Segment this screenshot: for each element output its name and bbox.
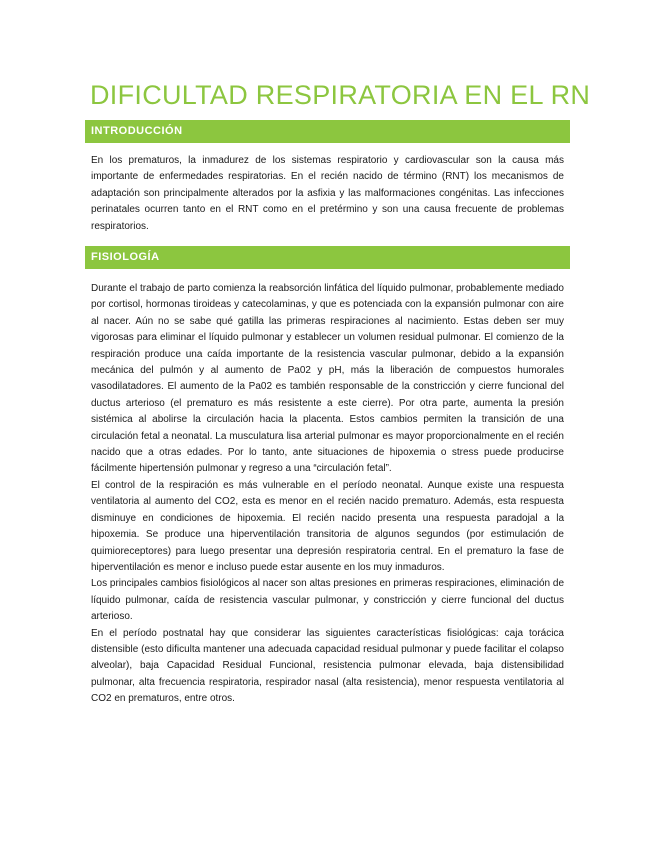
paragraph: En el período postnatal hay que considerar las siguientes características fisiológicas: caja torácica distensible (esto dificulta mantener una adecuada capacidad residual pulmonar y puede facilitar el colapso alveolar), baja Capacidad Residual Funcional, resistencia pulmonar elevada, baja distensibilidad pulmonar, alta frecuencia respiratoria, respirador nasal (alta resistencia), menor respuesta ventilatoria al CO2 en prematuros, entre otros. bbox=[91, 627, 564, 705]
section-body-fisiologia bbox=[91, 281, 564, 708]
paragraph: Durante el trabajo de parto comienza la reabsorción linfática del líquido pulmonar, probablemente mediado por cortisol, hormonas tiroideas y catecolaminas, y que es potenciada con la expansión pulmonar con aire al nacer. Aún no se sabe qué gatilla las primeras respiraciones al nacimiento. Estas deben ser muy vigorosas para eliminar el líquido pulmonar y establecer un volumen residual pulmonar. El comienzo de la respiración produce una caída importante de la resistencia vascular pulmonar, debido a la expansión mecánica del pulmón y al aumento de Pa02 y pH, más la liberación de compuestos humorales vasodilatadores. El aumento de la Pa02 es también responsable de la constricción y cierre funcional del ductus arterioso (el prematuro es más resistente a este cierre). Por otra parte, aumenta la presión sistémica al abolirse la circulación hacia la placenta. Estos cambios permiten la transición de una circulación fetal a neonatal. La musculatura lisa arterial pulmonar es mayor proporcionalmente en el recién nacido que a otras edades. Por lo tanto, ante situaciones de hipoxemia o stress puede producirse fácilmente hipertensión pulmonar y regreso a una “circulación fetal”. bbox=[91, 283, 564, 475]
section-heading-introduccion: INTRODUCCIÓN bbox=[85, 120, 570, 143]
paragraph: Los principales cambios fisiológicos al nacer son altas presiones en primeras respiraciones, eliminación de líquido pulmonar, caída de resistencia vascular pulmonar, y constricción y cierre funcional del ductus arterioso. bbox=[91, 578, 565, 623]
paragraph: En los prematuros, la inmadurez de los sistemas respiratorio y cardiovascular son la causa más importante de enfermedades respiratorias. En el recién nacido de término (RNT) los mecanismos de adaptación son principalmente alterados por la asfixia y las malformaciones congénitas. Las infecciones perinatales ocurren tanto en el RNT como en el pretérmino y son una causa frecuente de problemas respiratorios. bbox=[91, 155, 564, 232]
paragraph: El control de la respiración es más vulnerable en el período neonatal. Aunque existe una respuesta ventilatoria al aumento del CO2, esta es menor en el recién nacido prematuro. Además, esta respuesta disminuye en condiciones de hipoxemia. El recién nacido presenta una respuesta paradojal a la hipoxemia. Se produce una hiperventilación transitoria de algunos segundos (por estimulación de quimioreceptores) para luego presentar una depresión respiratoria central. En el prematuro la fase de hiperventilación es menor e incluso puede estar ausente en los muy inmaduros. bbox=[91, 479, 564, 573]
document-title: DIFICULTAD RESPIRATORIA EN EL RN bbox=[90, 80, 591, 110]
section-heading-fisiologia: FISIOLOGÍA bbox=[85, 246, 570, 269]
section-body-introduccion bbox=[91, 153, 564, 235]
